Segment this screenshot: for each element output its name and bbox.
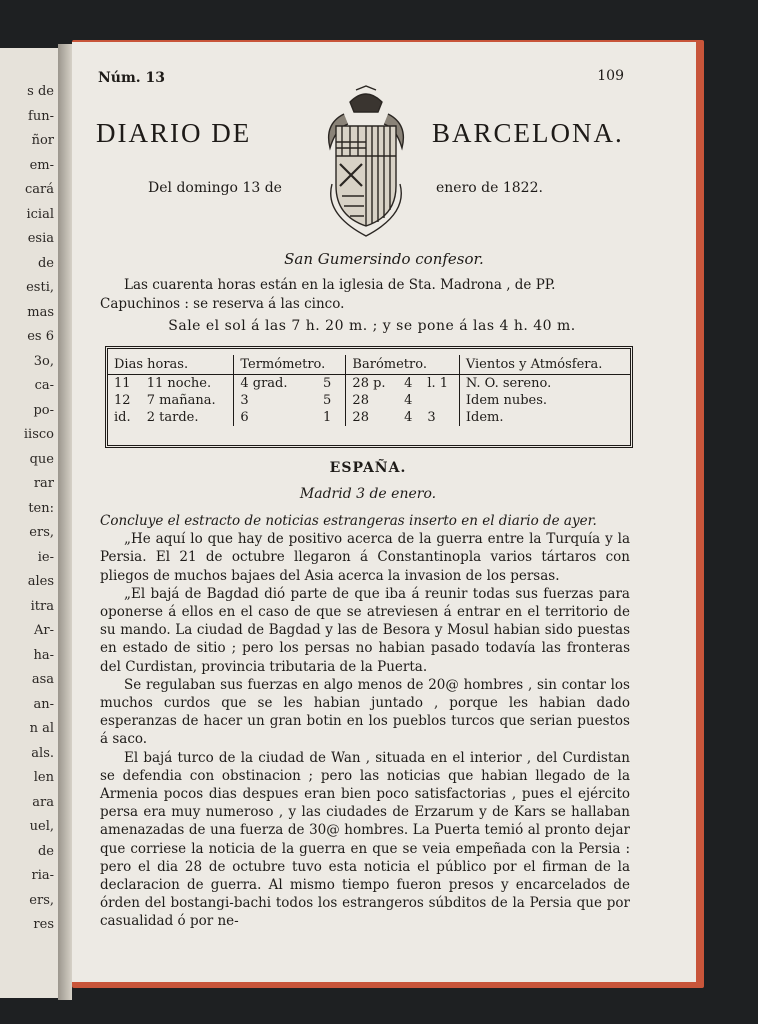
hour-cell: 11 noche. [146, 376, 212, 391]
facing-page-fragment: ie- [37, 549, 54, 565]
facing-page-fragment: ten: [28, 500, 54, 516]
thermo-cell: 3 [234, 392, 317, 409]
article-paragraph: El bajá turco de la ciudad de Wan , situada en el interior , del Curdistan se defendia con obstinacion ; pero las noticias que habian llegado de la Armenia pocos dias despues eran bien poco satisfactorias , pues el ejército persa era muy numeroso , y las ciudades de Erzarum y de Kars se hallaban amenazadas de una fuerza de 30@ hombres. La Puerta temió al pronto dejar que corriese la noticia de la guerra en que se veia empeñada con la Persia : pero el dia 28 de octubre tuvo esta noticia el público por el firman de la declaracion de guerra. Al mismo tiempo fueron presos y encarcelados de órden del bostangi-bachi todos los estrangeros súbditos de la Persia que por casualidad ó por ne- [100, 749, 630, 930]
facing-page-fragment: ers, [29, 525, 54, 540]
day-cell: 12 [114, 393, 131, 408]
wind-cell: Idem nubes. [459, 392, 630, 409]
day-cell: id. [114, 410, 131, 425]
facing-page-fragment: asa [31, 672, 54, 687]
facing-page-fragment: cará [25, 182, 54, 197]
baro-lines-cell: 4 [404, 376, 413, 391]
section-heading: ESPAÑA. [329, 460, 407, 476]
thermo-fraction-cell: 5 [322, 393, 332, 408]
date-line-right: enero de 1822. [436, 180, 543, 196]
article-paragraph: Se regulaban sus fuerzas en algo menos de 20@ hombres , sin contar los muchos curdos que se les habian juntado , porque les habian dado esperanzas de hacer un gran botin en los pueblos turcos que serian puestos á saco. [100, 676, 630, 748]
article-intro: Concluye el estracto de noticias estrangeras inserto en el diario de ayer. [100, 513, 597, 529]
facing-page-fragment: em- [29, 157, 54, 173]
facing-page-fragment: itra [30, 598, 54, 614]
facing-page-fragment: mas [27, 304, 54, 320]
wind-cell: N. O. sereno. [459, 375, 630, 393]
facing-page-fragment: ca- [34, 378, 54, 393]
dateline: Madrid 3 de enero. [299, 486, 437, 502]
masthead-left: DIARIO DE [96, 118, 252, 148]
baro-cell: 28 [346, 409, 398, 426]
thermo-fraction-cell: 1 [322, 410, 332, 425]
table-row [108, 409, 630, 426]
facing-page-fragment: an- [33, 696, 54, 712]
facing-page-fragment: ales [27, 574, 54, 589]
facing-page-fragment: res [33, 917, 54, 932]
facing-page-fragment: ria- [31, 868, 54, 883]
baro-lines-cell: 4 [404, 393, 413, 408]
facing-page-fragment: de [37, 843, 54, 859]
facing-page-fragment: s de [27, 84, 54, 99]
facing-page-fragment: icial [26, 206, 54, 222]
facing-page-fragment: esia [27, 231, 54, 246]
col-days-hours: Dias horas. [108, 355, 234, 375]
facing-page [0, 48, 59, 998]
facing-page-fragment: n al [29, 721, 54, 736]
article-paragraph: „El bajá de Bagdad dió parte de que iba á reunir todas sus fuerzas para oponerse á ellos en el caso de que se atreviesen á entrar en el territorio de su mando. La ciudad de Bagdad y las de Besora y Mosul habian sido puestas en estado de sitio ; pero los persas no habian pasado todavía las fronteras del Curdistan, provincia tributaria de la Puerta. [100, 585, 630, 675]
table-row [108, 392, 630, 409]
book-gutter [58, 44, 72, 1000]
date-line-left: Del domingo 13 de [148, 180, 282, 196]
thermo-fraction-cell: 5 [322, 376, 332, 391]
hour-cell: 7 mañana. [146, 393, 216, 408]
facing-page-fragment: len [33, 770, 54, 785]
sunrise-sunset: Sale el sol á las 7 h. 20 m. ; y se pone á las 4 h. 40 m. [168, 318, 576, 334]
baro-lines-cell: 4 [404, 410, 413, 425]
issue-number: Núm. 13 [98, 70, 166, 86]
col-barometer: Barómetro. [346, 355, 459, 375]
facing-page-fragment: Ar- [34, 623, 54, 638]
table-row [108, 375, 630, 393]
facing-page-fragment: als. [31, 745, 54, 761]
facing-page-fragment: que [29, 451, 54, 467]
day-cell: 11 [114, 376, 131, 391]
facing-page-fragment: ara [32, 794, 54, 810]
saint-of-day: San Gumersindo confesor. [284, 250, 484, 268]
facing-page-fragment: ha- [33, 647, 54, 663]
thermo-cell: 6 [234, 409, 317, 426]
thermo-cell: 4 grad. [234, 375, 317, 393]
wind-cell: Idem. [459, 409, 630, 426]
baro-fraction-cell: l. 1 [427, 376, 449, 391]
article-paragraph: „He aquí lo que hay de positivo acerca de la guerra entre la Turquía y la Persia. El 21 de octubre llegaron á Constantinopla varios tártaros con pliegos de muchos bajaes del Asia acerca la invasion de los persas. [100, 531, 630, 584]
facing-page-fragment: uel, [29, 819, 54, 834]
facing-page-fragment: esti, [26, 280, 54, 295]
facing-page-fragment: fun- [28, 108, 54, 124]
facing-page-fragment: rar [33, 476, 54, 491]
facing-page-fragment: 3o, [33, 353, 54, 369]
col-thermometer: Termómetro. [234, 355, 346, 375]
facing-page-fragment: po- [33, 402, 54, 418]
weather-table [105, 346, 633, 448]
baro-fraction-cell: 3 [427, 410, 436, 425]
baro-cell: 28 p. [346, 375, 398, 393]
masthead-right: BARCELONA. [432, 118, 624, 148]
hour-cell: 2 tarde. [146, 410, 199, 425]
facing-page-fragment: de [37, 255, 54, 271]
baro-fraction-cell [421, 392, 459, 409]
facing-page-fragment: iisco [23, 427, 54, 442]
baro-cell: 28 [346, 392, 398, 409]
newspaper-page [72, 42, 696, 982]
coat-of-arms-icon [306, 84, 426, 244]
facing-page-fragment: ers, [29, 892, 54, 908]
church-notice: Las cuarenta horas están en la iglesia de Sta. Madrona , de PP. Capuchinos : se reserva á las cinco. [100, 277, 556, 312]
col-winds: Vientos y Atmósfera. [459, 355, 630, 375]
page-number: 109 [597, 68, 624, 84]
facing-page-fragment: ñor [31, 133, 54, 148]
facing-page-fragment: es 6 [27, 329, 54, 344]
article-body [100, 512, 630, 931]
